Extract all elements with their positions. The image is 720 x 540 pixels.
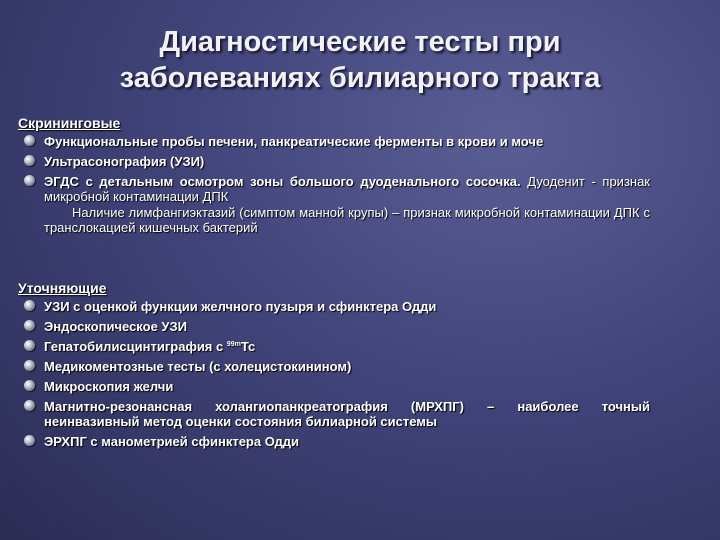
list-item (18, 134, 650, 149)
list-item (18, 339, 650, 354)
item-text: Ультрасонография (УЗИ) (44, 154, 205, 169)
list-item (18, 359, 650, 374)
slide-title-line-2: заболеваниях билиарного тракта (119, 62, 601, 94)
list-item (18, 379, 650, 394)
slide-content (18, 116, 650, 454)
item-text: ЭРХПГ с манометрией сфинктера Одди (44, 434, 299, 449)
list-item (18, 299, 650, 314)
item-text: Микроскопия желчи (44, 379, 174, 394)
item-text: Магнитно-резонансная холангиопанкреатография (МРХПГ) – наиболее точный неинвазивный метод оценки состояния билиарной системы (44, 399, 650, 429)
list-item (18, 399, 650, 429)
bullet-icon (24, 320, 35, 331)
item-paragraph: Наличие лимфангиэктазий (симптом манной крупы) – признак микробной контаминации ДПК с транслокацией кишечных бактерий (44, 205, 650, 235)
bullet-icon (24, 155, 35, 166)
list-item (18, 434, 650, 449)
item-text: Эндоскопическое УЗИ (44, 319, 187, 334)
item-text-suffix: Тс (240, 339, 256, 354)
item-text: Гепатобилисцинтиграфия с (44, 339, 227, 354)
bullet-icon (24, 300, 35, 311)
bullet-icon (24, 360, 35, 371)
item-text: Медикоментозные тесты (с холецистокинином) (44, 359, 352, 374)
item-text: Функциональные пробы печени, панкреатические ферменты в крови и моче (44, 134, 544, 149)
clarifying-heading: Уточняющие (18, 280, 107, 296)
slide-title-line-1: Диагностические тесты при (159, 26, 561, 58)
item-text: ЭГДС с детальным осмотром зоны большого дуоденального сосочка. (44, 174, 521, 189)
slide-title (0, 24, 720, 96)
list-item (18, 319, 650, 334)
bullet-icon (24, 435, 35, 446)
list-item (18, 154, 650, 169)
bullet-icon (24, 380, 35, 391)
bullet-icon (24, 340, 35, 351)
isotope-superscript: 99m (226, 341, 241, 348)
screening-list (18, 134, 650, 235)
bullet-icon (24, 400, 35, 411)
bullet-icon (24, 175, 35, 186)
item-text: УЗИ с оценкой функции желчного пузыря и сфинктера Одди (44, 299, 437, 314)
clarifying-list (18, 299, 650, 449)
screening-heading: Скрининговые (18, 115, 121, 131)
item-note: Дуоденит - признак микробной контаминации ДПК (44, 174, 650, 204)
list-item (18, 174, 650, 235)
bullet-icon (24, 135, 35, 146)
